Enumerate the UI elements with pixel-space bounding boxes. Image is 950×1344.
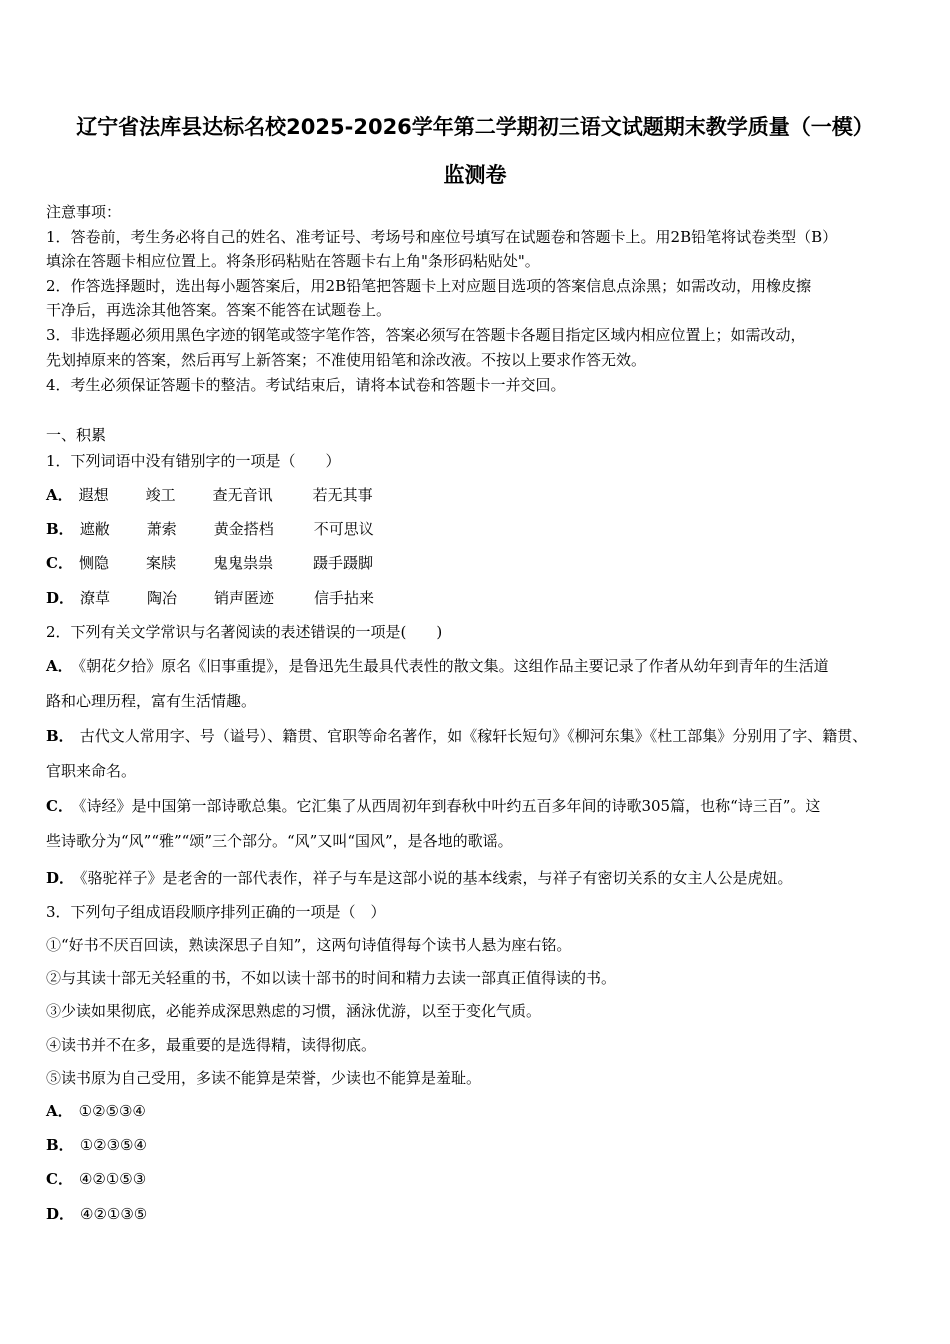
document-subtitle: 监测卷 bbox=[443, 163, 507, 187]
q1-stem: 1．下列词语中没有错别字的一项是（ ） bbox=[46, 452, 341, 470]
q3-sentence: ④读书并不在多，最重要的是选得精，读得彻底。 bbox=[46, 1036, 377, 1054]
q2-option-b: B． 古代文人常用字、号（谥号）、籍贯、官职等命名著作，如《稼轩长短句》《柳河东集》《杜工部集》分别用了字、籍贯、 bbox=[46, 727, 868, 745]
q3-option-b: B． ①②③⑤④ bbox=[46, 1136, 147, 1154]
q2-option-d: D． 《骆驼祥子》是老舍的一部代表作，祥子与车是这部小说的基本线索，与祥子有密切关系的女主人公是虎妞。 bbox=[46, 869, 793, 887]
q2-option-a: A． 《朝花夕拾》原名《旧事重提》，是鲁迅先生最具代表性的散文集。这组作品主要记录了作者从幼年到青年的生活道 bbox=[46, 657, 829, 675]
q2-option-a-cont: 路和心理历程，富有生活情趣。 bbox=[46, 692, 257, 710]
q2-option-c-cont: 些诗歌分为“风”“雅”“颂”三个部分。“风”又叫“国风”，是各地的歌谣。 bbox=[46, 832, 513, 850]
notice-line: 3．非选择题必须用黑色字迹的钢笔或签字笔作答，答案必须写在答题卡各题目指定区域内相应位置上；如需改动， bbox=[46, 326, 806, 344]
notice-line: 干净后，再选涂其他答案。答案不能答在试题卷上。 bbox=[46, 301, 392, 319]
notice-line: 填涂在答题卡相应位置上。将条形码粘贴在答题卡右上角"条形码粘贴处"。 bbox=[46, 252, 540, 270]
notice-line: 4．考生必须保证答题卡的整洁。考试结束后，请将本试卷和答题卡一并交回。 bbox=[46, 376, 566, 394]
q3-sentence: ①“好书不厌百回读，熟读深思子自知”，这两句诗值得每个读书人悬为座右铭。 bbox=[46, 936, 572, 954]
q2-option-c: C． 《诗经》是中国第一部诗歌总集。它汇集了从西周初年到春秋中叶约五百多年间的诗歌305篇，也称“诗三百”。这 bbox=[46, 797, 821, 815]
q1-option-d: D． 潦草 陶冶 销声匿迹 信手拈来 bbox=[46, 589, 375, 607]
q2-option-b-cont: 官职来命名。 bbox=[46, 762, 137, 780]
q1-option-a: A． 遐想 竣工 查无音讯 若无其事 bbox=[46, 486, 373, 504]
notice-line: 先划掉原来的答案，然后再写上新答案；不准使用铅笔和涂改液。不按以上要求作答无效。 bbox=[46, 351, 647, 369]
notice-line: 1．答卷前，考生务必将自己的姓名、准考证号、考场号和座位号填写在试题卷和答题卡上。用2B铅笔将试卷类型（B） bbox=[46, 228, 838, 246]
q2-stem: 2．下列有关文学常识与名著阅读的表述错误的一项是( ) bbox=[46, 623, 443, 641]
q1-option-b: B． 遮敝 萧索 黄金搭档 不可思议 bbox=[46, 520, 374, 538]
q1-option-c: C． 恻隐 案牍 鬼鬼祟祟 蹑手蹑脚 bbox=[46, 554, 373, 572]
q3-sentence: ②与其读十部无关轻重的书，不如以读十部书的时间和精力去读一部真正值得读的书。 bbox=[46, 969, 617, 987]
q3-option-c: C． ④②①⑤③ bbox=[46, 1170, 147, 1188]
q3-sentence: ⑤读书原为自己受用，多读不能算是荣誉，少读也不能算是羞耻。 bbox=[46, 1069, 482, 1087]
document-title: 辽宁省法库县达标名校2025-2026学年第二学期初三语文试题期末教学质量（一模） bbox=[76, 115, 874, 139]
section-heading: 一、积累 bbox=[46, 426, 107, 444]
q3-option-a: A． ①②⑤③④ bbox=[46, 1102, 146, 1120]
q3-sentence: ③少读如果彻底，必能养成深思熟虑的习惯，涵泳优游，以至于变化气质。 bbox=[46, 1002, 542, 1020]
notice-line: 2．作答选择题时，选出每小题答案后，用2B铅笔把答题卡上对应题目选项的答案信息点涂黑；如需改动，用橡皮擦 bbox=[46, 277, 812, 295]
q3-stem: 3．下列句子组成语段顺序排列正确的一项是（ ） bbox=[46, 903, 386, 921]
q3-option-d: D． ④②①③⑤ bbox=[46, 1205, 148, 1223]
notice-heading: 注意事项： bbox=[46, 203, 122, 221]
